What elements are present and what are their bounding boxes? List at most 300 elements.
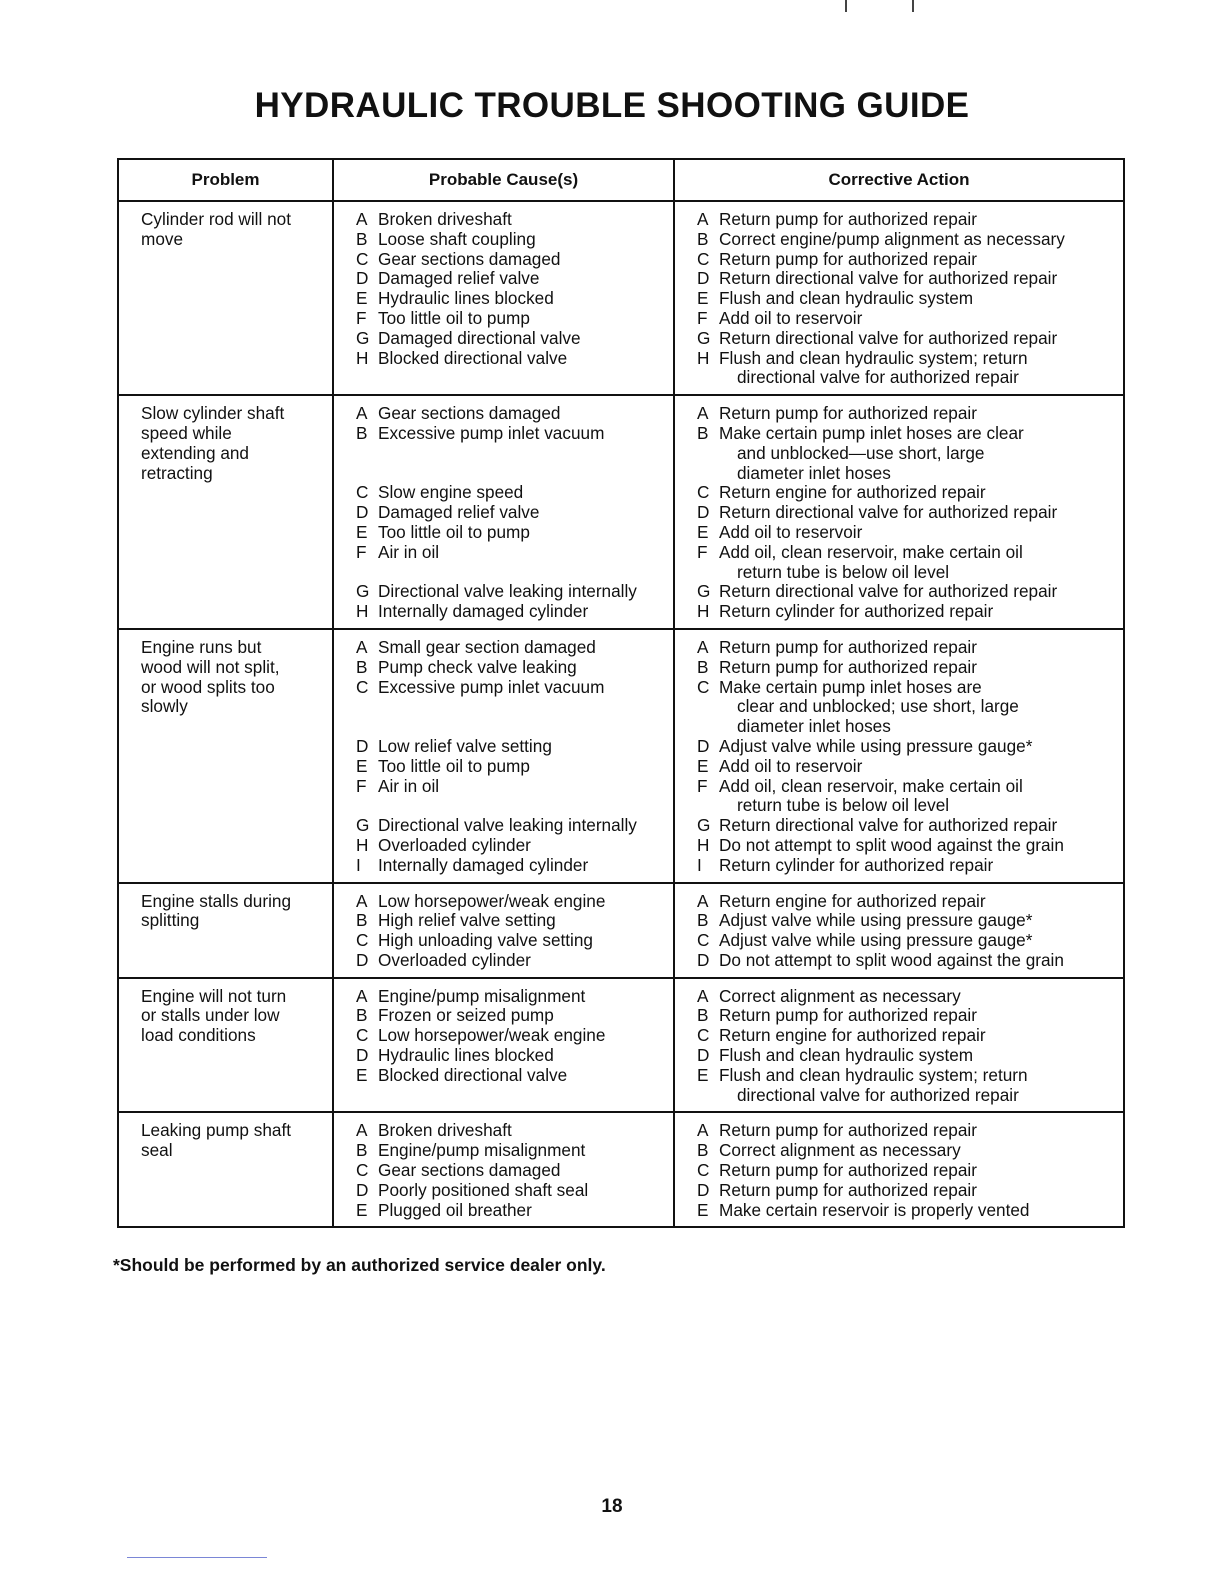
item-text: Return pump for authorized repair: [719, 1160, 977, 1181]
item-letter: D: [697, 735, 710, 756]
cause-item: [356, 250, 667, 270]
action-item: [697, 1161, 1117, 1181]
action-item: [697, 483, 1117, 503]
page-number: 18: [601, 1496, 623, 1517]
item-text: Pump check valve leaking: [378, 656, 577, 677]
action-item: [697, 1006, 1117, 1026]
item-letter: A: [356, 1120, 368, 1141]
cause-item: [356, 543, 667, 563]
action-item: [697, 777, 1117, 797]
item-text: Broken driveshaft: [378, 209, 512, 229]
cause-item: [356, 582, 667, 602]
action-item: [697, 856, 1117, 876]
item-continuation: and unblocked—use short, large: [737, 442, 985, 463]
cause-item: [356, 1161, 667, 1181]
cause-item: [356, 210, 667, 230]
item-letter: A: [697, 209, 709, 229]
action-item: [697, 210, 1117, 230]
action-item: [697, 602, 1117, 622]
item-letter: A: [697, 1120, 709, 1141]
action-item: [697, 816, 1117, 836]
item-text: Gear sections damaged: [378, 248, 561, 269]
item-text: Correct alignment as necessary: [719, 985, 961, 1006]
cause-item: [356, 309, 667, 329]
item-text: Excessive pump inlet vacuum: [378, 422, 605, 443]
item-text: Return pump for authorized repair: [719, 656, 977, 677]
action-item: [697, 424, 1117, 444]
item-text: Adjust valve while using pressure gauge*: [719, 910, 1033, 931]
item-letter: A: [697, 985, 709, 1006]
item-text: Internally damaged cylinder: [378, 854, 589, 875]
actions-cell: [674, 395, 1124, 629]
line-spacer: [356, 563, 667, 583]
item-continuation: directional valve for authorized repair: [737, 367, 1019, 388]
item-text: Internally damaged cylinder: [378, 601, 589, 622]
action-item: [697, 1026, 1117, 1046]
table-row: [118, 629, 1124, 883]
cause-item: [356, 931, 667, 951]
item-letter: C: [697, 1025, 710, 1046]
actions-cell: [674, 1112, 1124, 1227]
actions-cell: [674, 629, 1124, 883]
cause-item: [356, 503, 667, 523]
cause-item: [356, 638, 667, 658]
action-item: [697, 1121, 1117, 1141]
item-letter: D: [356, 502, 369, 523]
item-text: Blocked directional valve: [378, 347, 568, 368]
item-letter: B: [356, 228, 368, 249]
item-letter: D: [697, 502, 710, 523]
item-text: Air in oil: [378, 541, 440, 562]
item-letter: C: [356, 1160, 369, 1181]
item-text: Damaged relief valve: [378, 502, 540, 523]
header-corrective-action: Corrective Action: [674, 159, 1124, 201]
item-letter: G: [697, 815, 711, 836]
problem-line: or wood splits too: [141, 676, 275, 697]
causes-cell: [333, 1112, 674, 1227]
item-letter: H: [697, 601, 710, 622]
cause-item: [356, 658, 667, 678]
problem-line: extending and: [141, 442, 249, 463]
item-letter: G: [697, 581, 711, 602]
item-text: Low horsepower/weak engine: [378, 890, 606, 911]
item-letter: B: [697, 910, 709, 931]
item-text: Return pump for authorized repair: [719, 1120, 977, 1141]
item-text: Poorly positioned shaft seal: [378, 1179, 589, 1200]
problem-line: move: [141, 228, 184, 249]
item-letter: E: [356, 1199, 368, 1220]
cause-item: [356, 987, 667, 1007]
item-text: Adjust valve while using pressure gauge*: [719, 930, 1033, 951]
item-text: Overloaded cylinder: [378, 834, 531, 855]
problem-line: wood will not split,: [141, 656, 280, 677]
action-item: [697, 931, 1117, 951]
item-letter: E: [697, 755, 709, 776]
item-text: Return engine for authorized repair: [719, 482, 986, 503]
item-text: Slow engine speed: [378, 482, 524, 503]
item-text: Blocked directional valve: [378, 1064, 568, 1085]
item-text: Make certain pump inlet hoses are clear: [719, 422, 1024, 443]
item-text: Plugged oil breather: [378, 1199, 532, 1220]
item-text: Correct alignment as necessary: [719, 1140, 961, 1161]
item-continuation: diameter inlet hoses: [737, 462, 891, 483]
causes-cell: [333, 629, 674, 883]
action-item: [697, 737, 1117, 757]
problem-line: Engine runs but: [141, 636, 262, 657]
item-text: Return pump for authorized repair: [719, 1179, 977, 1200]
item-letter: B: [356, 422, 368, 443]
item-letter: C: [697, 930, 710, 951]
line-spacer: [356, 697, 667, 717]
actions-cell: [674, 883, 1124, 978]
header-problem: Problem: [118, 159, 333, 201]
action-item: [697, 309, 1117, 329]
cause-item: [356, 1141, 667, 1161]
item-letter: B: [697, 422, 709, 443]
item-letter: A: [356, 985, 368, 1006]
cause-item: [356, 1066, 667, 1086]
cause-item: [356, 757, 667, 777]
item-text: Air in oil: [378, 775, 440, 796]
item-text: Return directional valve for authorized repair: [719, 327, 1058, 348]
item-letter: A: [356, 890, 368, 911]
table-row: [118, 201, 1124, 395]
item-text: Gear sections damaged: [378, 1160, 561, 1181]
item-letter: A: [356, 403, 368, 424]
item-letter: B: [356, 910, 368, 931]
item-letter: C: [356, 676, 369, 697]
table-body: [118, 201, 1124, 1227]
troubleshooting-table: [117, 158, 1125, 1228]
header-probable-causes: Probable Cause(s): [333, 159, 674, 201]
item-text: Flush and clean hydraulic system; return: [719, 1064, 1028, 1085]
cause-item: [356, 329, 667, 349]
action-item: [697, 582, 1117, 602]
action-item: [697, 638, 1117, 658]
item-letter: D: [356, 1179, 369, 1200]
item-text: Return directional valve for authorized repair: [719, 815, 1058, 836]
table-row: [118, 1112, 1124, 1227]
item-letter: G: [697, 327, 711, 348]
item-letter: C: [697, 248, 710, 269]
item-text: Do not attempt to split wood against the grain: [719, 949, 1064, 970]
item-letter: G: [356, 327, 370, 348]
item-text: Return cylinder for authorized repair: [719, 601, 994, 622]
scan-mark-right: [912, 0, 914, 12]
action-item: [697, 836, 1117, 856]
item-letter: E: [697, 1199, 709, 1220]
line-spacer: [356, 796, 667, 816]
item-letter: F: [356, 307, 367, 328]
item-letter: D: [356, 1045, 369, 1066]
problem-cell: [118, 629, 333, 883]
item-text: Return pump for authorized repair: [719, 636, 977, 657]
item-text: Damaged directional valve: [378, 327, 581, 348]
problem-line: Slow cylinder shaft: [141, 403, 285, 424]
item-letter: H: [356, 834, 369, 855]
causes-cell: [333, 395, 674, 629]
item-letter: C: [356, 1025, 369, 1046]
item-letter: C: [697, 676, 710, 697]
table-row: [118, 395, 1124, 629]
item-text: Add oil, clean reservoir, make certain oil: [719, 541, 1023, 562]
action-item: [697, 1201, 1117, 1221]
item-letter: E: [697, 1064, 709, 1085]
item-letter: H: [356, 601, 369, 622]
item-text: Return engine for authorized repair: [719, 890, 986, 911]
cause-item: [356, 836, 667, 856]
item-letter: D: [356, 735, 369, 756]
problem-line: Engine will not turn: [141, 985, 287, 1006]
table-row: [118, 978, 1124, 1113]
line-spacer: [356, 464, 667, 484]
item-letter: F: [356, 541, 367, 562]
problem-line: Cylinder rod will not: [141, 209, 291, 229]
item-text: Return pump for authorized repair: [719, 209, 977, 229]
item-letter: F: [697, 775, 708, 796]
item-text: Flush and clean hydraulic system; return: [719, 347, 1028, 368]
action-item: [697, 757, 1117, 777]
line-spacer: [356, 444, 667, 464]
problem-line: Leaking pump shaft: [141, 1120, 292, 1141]
item-letter: E: [356, 755, 368, 776]
item-letter: C: [697, 1160, 710, 1181]
item-letter: B: [697, 656, 709, 677]
problem-cell: [118, 978, 333, 1113]
item-letter: B: [697, 1005, 709, 1026]
item-text: Return cylinder for authorized repair: [719, 854, 994, 875]
item-letter: F: [697, 307, 708, 328]
item-text: Directional valve leaking internally: [378, 581, 637, 602]
item-letter: H: [697, 834, 710, 855]
item-text: Too little oil to pump: [378, 755, 530, 776]
cause-item: [356, 424, 667, 444]
item-text: Return pump for authorized repair: [719, 248, 977, 269]
item-text: Make certain reservoir is properly vented: [719, 1199, 1030, 1220]
item-text: Do not attempt to split wood against the grain: [719, 834, 1064, 855]
item-text: Damaged relief valve: [378, 268, 540, 289]
item-text: Directional valve leaking internally: [378, 815, 637, 836]
problem-cell: [118, 395, 333, 629]
item-text: Broken driveshaft: [378, 1120, 512, 1141]
item-letter: B: [697, 228, 709, 249]
item-text: Gear sections damaged: [378, 403, 561, 424]
cause-item: [356, 777, 667, 797]
cause-item: [356, 1181, 667, 1201]
item-text: Return directional valve for authorized repair: [719, 502, 1058, 523]
item-text: High relief valve setting: [378, 910, 556, 931]
item-letter: H: [697, 347, 710, 368]
item-letter: I: [697, 854, 702, 875]
cause-item: [356, 1201, 667, 1221]
item-text: Return engine for authorized repair: [719, 1025, 986, 1046]
cause-item: [356, 1121, 667, 1141]
action-item: [697, 987, 1117, 1007]
item-text: Return directional valve for authorized repair: [719, 268, 1058, 289]
item-text: High unloading valve setting: [378, 930, 593, 951]
item-letter: E: [356, 1064, 368, 1085]
item-text: Make certain pump inlet hoses are: [719, 676, 982, 697]
problem-line: retracting: [141, 462, 213, 483]
item-letter: C: [356, 248, 369, 269]
cause-item: [356, 602, 667, 622]
problem-cell: [118, 883, 333, 978]
item-letter: C: [356, 930, 369, 951]
item-continuation: directional valve for authorized repair: [737, 1084, 1019, 1105]
cause-item: [356, 951, 667, 971]
action-item: [697, 1046, 1117, 1066]
cause-item: [356, 911, 667, 931]
item-letter: A: [697, 890, 709, 911]
actions-cell: [674, 201, 1124, 395]
table-row: [118, 883, 1124, 978]
cause-item: [356, 404, 667, 424]
item-text: Low horsepower/weak engine: [378, 1025, 606, 1046]
action-item: [697, 1181, 1117, 1201]
item-letter: H: [356, 347, 369, 368]
item-continuation: return tube is below oil level: [737, 795, 950, 816]
action-item: [697, 250, 1117, 270]
footnote: *Should be performed by an authorized service dealer only.: [113, 1255, 606, 1275]
action-item: [697, 269, 1117, 289]
item-letter: F: [356, 775, 367, 796]
bottom-rule: [127, 1557, 267, 1558]
item-letter: B: [356, 1005, 368, 1026]
cause-item: [356, 230, 667, 250]
action-item: [697, 1141, 1117, 1161]
item-letter: B: [356, 656, 368, 677]
cause-item: [356, 856, 667, 876]
action-item: [697, 658, 1117, 678]
action-item: [697, 892, 1117, 912]
problem-line: or stalls under low: [141, 1005, 280, 1026]
item-letter: B: [356, 1140, 368, 1161]
item-text: Return pump for authorized repair: [719, 403, 977, 424]
action-item: [697, 523, 1117, 543]
item-letter: A: [697, 403, 709, 424]
problem-line: speed while: [141, 422, 232, 443]
item-letter: D: [697, 1045, 710, 1066]
cause-item: [356, 523, 667, 543]
cause-item: [356, 678, 667, 698]
action-item: [697, 349, 1117, 369]
item-letter: D: [697, 1179, 710, 1200]
action-item: [697, 404, 1117, 424]
item-letter: D: [356, 949, 369, 970]
item-letter: D: [697, 949, 710, 970]
cause-item: [356, 483, 667, 503]
item-letter: C: [697, 482, 710, 503]
item-text: Small gear section damaged: [378, 636, 596, 657]
cause-item: [356, 269, 667, 289]
item-text: Engine/pump misalignment: [378, 985, 586, 1006]
item-text: Add oil to reservoir: [719, 307, 863, 328]
causes-cell: [333, 883, 674, 978]
item-text: Add oil to reservoir: [719, 521, 863, 542]
item-letter: A: [356, 209, 368, 229]
item-letter: E: [356, 521, 368, 542]
item-letter: D: [356, 268, 369, 289]
item-text: Engine/pump misalignment: [378, 1140, 586, 1161]
action-item: [697, 329, 1117, 349]
causes-cell: [333, 201, 674, 395]
problem-line: load conditions: [141, 1025, 256, 1046]
item-letter: I: [356, 854, 361, 875]
cause-item: [356, 1026, 667, 1046]
actions-cell: [674, 978, 1124, 1113]
problem-line: slowly: [141, 696, 188, 717]
item-text: Correct engine/pump alignment as necessary: [719, 228, 1065, 249]
item-letter: E: [697, 288, 709, 309]
item-letter: E: [697, 521, 709, 542]
item-text: Return pump for authorized repair: [719, 1005, 977, 1026]
cause-item: [356, 892, 667, 912]
item-letter: C: [356, 482, 369, 503]
action-item: [697, 543, 1117, 563]
problem-line: seal: [141, 1140, 173, 1161]
item-letter: F: [697, 541, 708, 562]
item-text: Frozen or seized pump: [378, 1005, 554, 1026]
item-text: Loose shaft coupling: [378, 228, 536, 249]
action-item: [697, 503, 1117, 523]
item-letter: A: [697, 636, 709, 657]
action-item: [697, 951, 1117, 971]
action-item: [697, 230, 1117, 250]
item-text: Adjust valve while using pressure gauge*: [719, 735, 1033, 756]
item-text: Low relief valve setting: [378, 735, 552, 756]
cause-item: [356, 289, 667, 309]
cause-item: [356, 1006, 667, 1026]
item-text: Flush and clean hydraulic system: [719, 288, 974, 309]
item-continuation: return tube is below oil level: [737, 561, 950, 582]
item-text: Overloaded cylinder: [378, 949, 531, 970]
cause-item: [356, 1046, 667, 1066]
item-letter: D: [697, 268, 710, 289]
item-letter: E: [356, 288, 368, 309]
item-text: Hydraulic lines blocked: [378, 1045, 554, 1066]
action-item: [697, 289, 1117, 309]
problem-cell: [118, 1112, 333, 1227]
item-continuation: clear and unblocked; use short, large: [737, 696, 1019, 717]
item-text: Too little oil to pump: [378, 521, 530, 542]
item-text: Add oil, clean reservoir, make certain oil: [719, 775, 1023, 796]
action-item: [697, 1066, 1117, 1086]
line-spacer: [356, 717, 667, 737]
problem-line: splitting: [141, 910, 200, 931]
item-text: Excessive pump inlet vacuum: [378, 676, 605, 697]
action-item: [697, 678, 1117, 698]
table-header-row: [118, 159, 1124, 201]
causes-cell: [333, 978, 674, 1113]
item-text: Hydraulic lines blocked: [378, 288, 554, 309]
cause-item: [356, 349, 667, 369]
item-text: Too little oil to pump: [378, 307, 530, 328]
problem-line: Engine stalls during: [141, 890, 292, 911]
item-letter: G: [356, 581, 370, 602]
item-text: Return directional valve for authorized repair: [719, 581, 1058, 602]
item-text: Flush and clean hydraulic system: [719, 1045, 974, 1066]
action-item: [697, 911, 1117, 931]
page-title: HYDRAULIC TROUBLE SHOOTING GUIDE: [254, 86, 970, 125]
problem-cell: [118, 201, 333, 395]
item-letter: G: [356, 815, 370, 836]
cause-item: [356, 816, 667, 836]
item-letter: B: [697, 1140, 709, 1161]
cause-item: [356, 737, 667, 757]
item-letter: A: [356, 636, 368, 657]
scan-mark-left: [845, 0, 847, 12]
item-continuation: diameter inlet hoses: [737, 716, 891, 737]
